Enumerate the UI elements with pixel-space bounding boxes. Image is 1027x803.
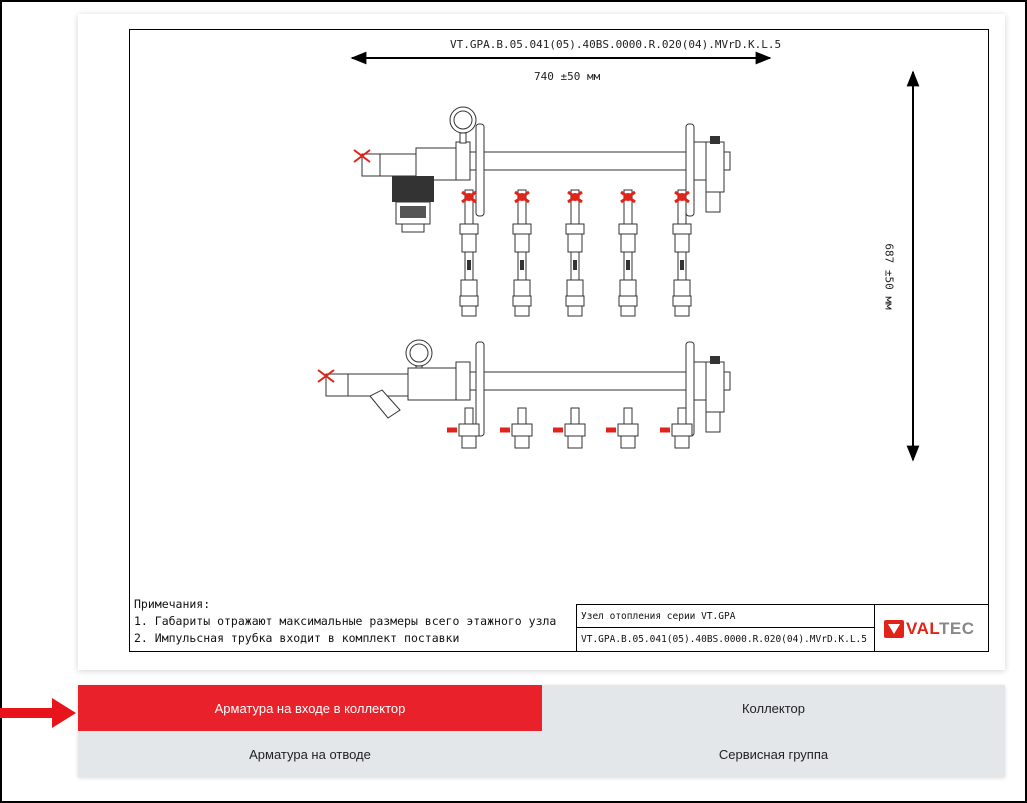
technical-drawing <box>129 29 989 652</box>
title-block <box>576 604 874 651</box>
tab-manifold[interactable]: Коллектор <box>741 700 806 716</box>
drawing-notes <box>134 596 556 647</box>
notes-title: Примечания: <box>134 597 211 611</box>
title-block-divider <box>577 627 874 628</box>
note-item: 1. Габариты отражают максимальные размеры всего этажного узла <box>134 614 557 628</box>
series-label: Узел отопления серии VT.GPA <box>581 611 736 622</box>
model-code-label: VT.GPA.B.05.041(05).40BS.0000.R.020(04).MVrD.K.L.5 <box>450 38 782 51</box>
width-dimension: 740 ±50 мм <box>534 70 601 83</box>
valtec-logo-icon <box>884 620 904 638</box>
tab-inlet-fittings[interactable]: Арматура на входе в коллектор <box>78 685 542 731</box>
note-item: 2. Импульсная трубка входит в комплект поставки <box>134 631 460 645</box>
logo-block <box>874 604 989 651</box>
manifold-schematic <box>130 30 988 651</box>
section-tabs <box>78 685 1005 777</box>
title-block-code: VT.GPA.B.05.041(05).40BS.0000.R.020(04).MVrD.K.L.5 <box>581 634 867 645</box>
arrow-right-icon <box>0 698 76 728</box>
tab-service-group[interactable]: Сервисная группа <box>718 746 829 762</box>
tab-outlet-fittings[interactable]: Арматура на отводе <box>249 746 371 762</box>
height-dimension: 687 ±50 мм <box>882 243 896 310</box>
valtec-logo: VALTEC <box>906 619 975 638</box>
